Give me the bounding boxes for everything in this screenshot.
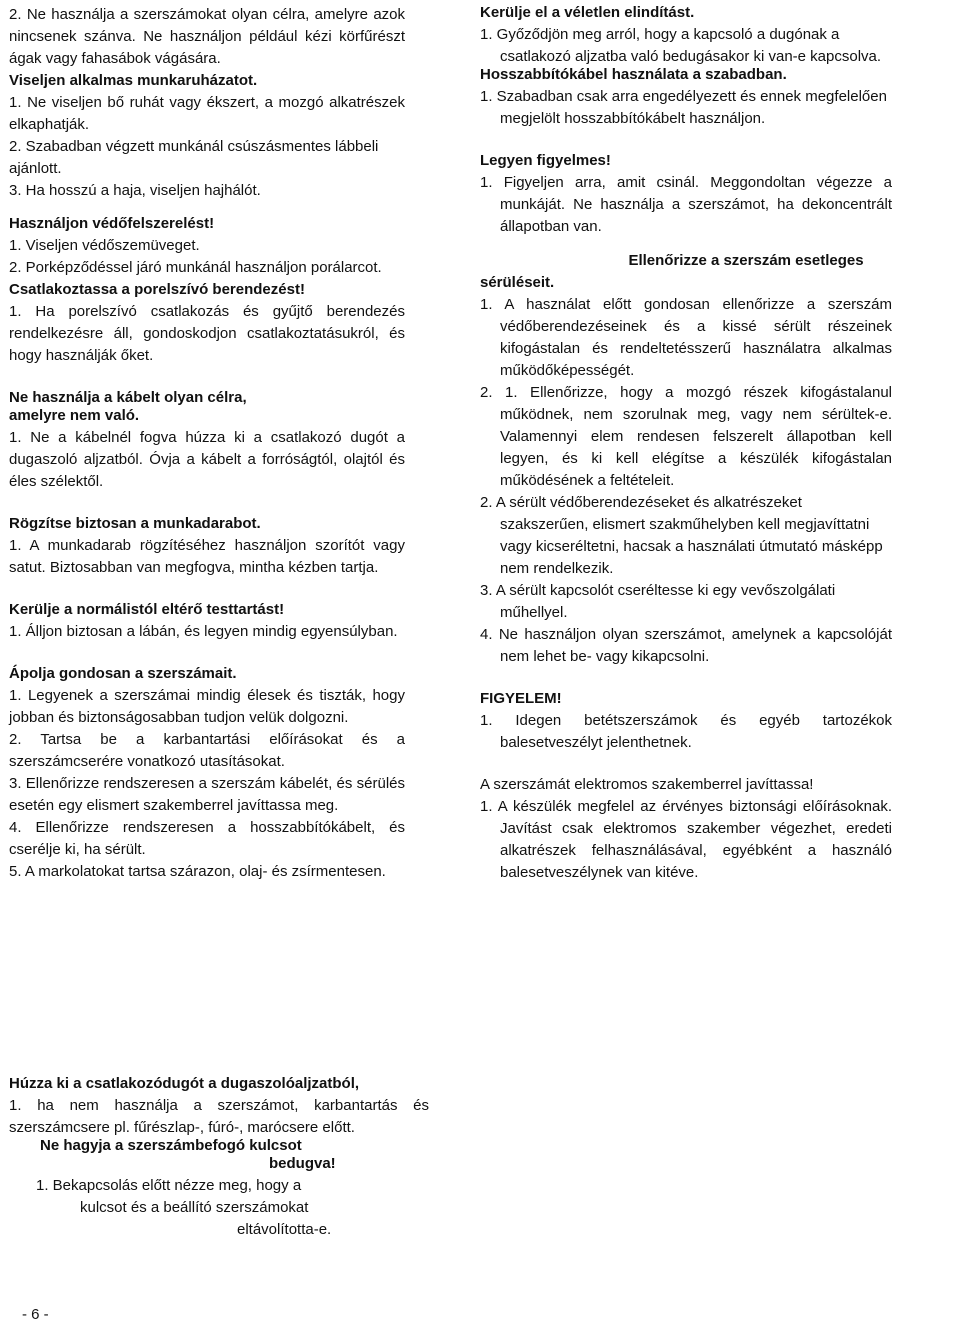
heading: Kerülje el a véletlen elindítást. bbox=[480, 4, 695, 21]
paragraph: 2. Tartsa be a karbantartási előírásokat és a szerszámcserére vonatkozó utasításokat. bbox=[9, 731, 405, 770]
paragraph: 1. Viseljen védőszemüveget. bbox=[9, 237, 200, 254]
paragraph: 1. Idegen betétszerszámok és egyéb tartozékok balesetveszélyt jelenthetnek. bbox=[480, 712, 892, 751]
heading: Csatlakoztassa a porelszívó berendezést! bbox=[9, 281, 305, 298]
paragraph: 4. Ne használjon olyan szerszámot, amelynek a kapcsolóját nem lehet be- vagy kikapcsolni. bbox=[480, 626, 892, 665]
paragraph: 3. Ellenőrizze rendszeresen a szerszám kábelét, és sérülés esetén egy elismert szakemberrel javíttassa meg. bbox=[9, 775, 405, 814]
paragraph: 2. Porképződéssel járó munkánál használjon porálarcot. bbox=[9, 259, 382, 276]
paragraph: 1. Álljon biztosan a lábán, és legyen mindig egyensúlyban. bbox=[9, 623, 398, 640]
paragraph: 5. A markolatokat tartsa szárazon, olaj- és zsírmentesen. bbox=[9, 863, 386, 880]
heading: Rögzítse biztosan a munkadarabot. bbox=[9, 515, 261, 532]
heading: Húzza ki a csatlakozódugót a dugaszolóaljzatból, bbox=[9, 1075, 360, 1092]
page-number: - 6 - bbox=[22, 1306, 49, 1323]
heading: amelyre nem való. bbox=[9, 407, 140, 424]
heading: Ápolja gondosan a szerszámait. bbox=[9, 665, 237, 682]
paragraph: kulcsot és a beállító szerszámokat bbox=[80, 1199, 309, 1216]
heading: FIGYELEM! bbox=[480, 690, 562, 707]
bottom-section bbox=[9, 1073, 429, 1241]
heading: Ellenőrizze a szerszám esetleges bbox=[628, 252, 864, 269]
paragraph: 2. Ne használja a szerszámokat olyan célra, amelyre azok nincsenek szánva. Ne használjon például kézi körfűrészt ágak vagy fahasábok vágására. bbox=[9, 6, 405, 67]
heading: Hosszabbítókábel használata a szabadban. bbox=[480, 66, 787, 83]
paragraph: 1. A készülék megfelel az érvényes biztonsági előírásoknak. Javítást csak elektromos szakember végezhet, eredeti alkatrészek felhasználásával, egyébként a használó balesetveszélynek van kitéve. bbox=[480, 798, 892, 881]
paragraph: A szerszámát elektromos szakemberrel javíttassa! bbox=[480, 776, 814, 793]
heading: Ne használja a kábelt olyan célra, bbox=[9, 389, 247, 406]
paragraph: 1. A munkadarab rögzítéséhez használjon szorítót vagy satut. Biztosabban van megfogva, mintha kézben tartja. bbox=[9, 537, 405, 576]
right-column bbox=[480, 2, 892, 884]
heading: Kerülje a normálistól eltérő testtartást! bbox=[9, 601, 285, 618]
paragraph: 2. Szabadban végzett munkánál csúszásmentes lábbeli ajánlott. bbox=[9, 138, 379, 177]
paragraph: 1. Figyeljen arra, amit csinál. Meggondoltan végezze a munkáját. Ne használja a szerszámot, ha dekoncentrált állapotban van. bbox=[480, 174, 892, 235]
heading: Használjon védőfelszerelést! bbox=[9, 215, 215, 232]
paragraph: 1. Győződjön meg arról, hogy a kapcsoló a dugónak a csatlakozó aljzatba való bedugásakor ki van-e kapcsolva. bbox=[480, 26, 882, 65]
paragraph: 1. Ne a kábelnél fogva húzza ki a csatlakozó dugót a dugaszoló aljzatból. Óvja a kábelt a forróságtól, olajtól és éles szélektől. bbox=[9, 429, 405, 490]
paragraph: 3. A sérült kapcsolót cseréltesse ki egy vevőszolgálati műhellyel. bbox=[480, 582, 836, 621]
paragraph: 3. Ha hosszú a haja, viseljen hajhálót. bbox=[9, 182, 261, 199]
heading: bedugva! bbox=[269, 1155, 336, 1172]
paragraph: 1. Szabadban csak arra engedélyezett és ennek megfelelően megjelölt hosszabbítókábelt használjon. bbox=[480, 88, 887, 127]
paragraph: 2. 1. Ellenőrizze, hogy a mozgó részek kifogástalanul működnek, nem szorulnak meg, vagy nem sérültek-e. Valamennyi elem rendesen felszerelt állapotban kell legyen, és ki kell elégítse a készülék kifogástalan működésének a feltételeit. bbox=[480, 384, 892, 489]
heading: sérüléseit. bbox=[480, 274, 555, 291]
paragraph: eltávolította-e. bbox=[237, 1221, 332, 1238]
paragraph: 1. A használat előtt gondosan ellenőrizze a szerszám védőberendezéseinek és a kissé sérült részeinek kifogástalan és rendeltetésszerű használatra alkalmas működőképességét. bbox=[480, 296, 892, 379]
heading: Viseljen alkalmas munkaruházatot. bbox=[9, 72, 258, 89]
left-column bbox=[9, 4, 405, 883]
heading: Legyen figyelmes! bbox=[480, 152, 611, 169]
paragraph: 1. Legyenek a szerszámai mindig élesek és tiszták, hogy jobban és biztonságosabban tudjon velük dolgozni. bbox=[9, 687, 405, 726]
heading: Ne hagyja a szerszámbefogó kulcsot bbox=[40, 1137, 302, 1154]
paragraph: 1. ha nem használja a szerszámot, karbantartás és szerszámcsere pl. fűrészlap-, fúró-, marócsere előtt. bbox=[9, 1097, 429, 1136]
paragraph: 1. Ne viseljen bő ruhát vagy ékszert, a mozgó alkatrészek elkaphatják. bbox=[9, 94, 405, 133]
paragraph: 1. Bekapcsolás előtt nézze meg, hogy a bbox=[36, 1177, 302, 1194]
paragraph: 1. Ha porelszívó csatlakozás és gyűjtő berendezés rendelkezésre áll, gondoskodjon csatlakoztatásukról, és hogy használják őket. bbox=[9, 303, 405, 364]
paragraph: 4. Ellenőrizze rendszeresen a hosszabbítókábelt, és cserélje ki, ha sérült. bbox=[9, 819, 405, 858]
paragraph: 2. A sérült védőberendezéseket és alkatrészeket szakszerűen, elismert szakműhelyben kell megjavíttatni vagy kicseréltetni, hacsak a használati útmutató másképp nem rendelkezik. bbox=[480, 494, 883, 577]
